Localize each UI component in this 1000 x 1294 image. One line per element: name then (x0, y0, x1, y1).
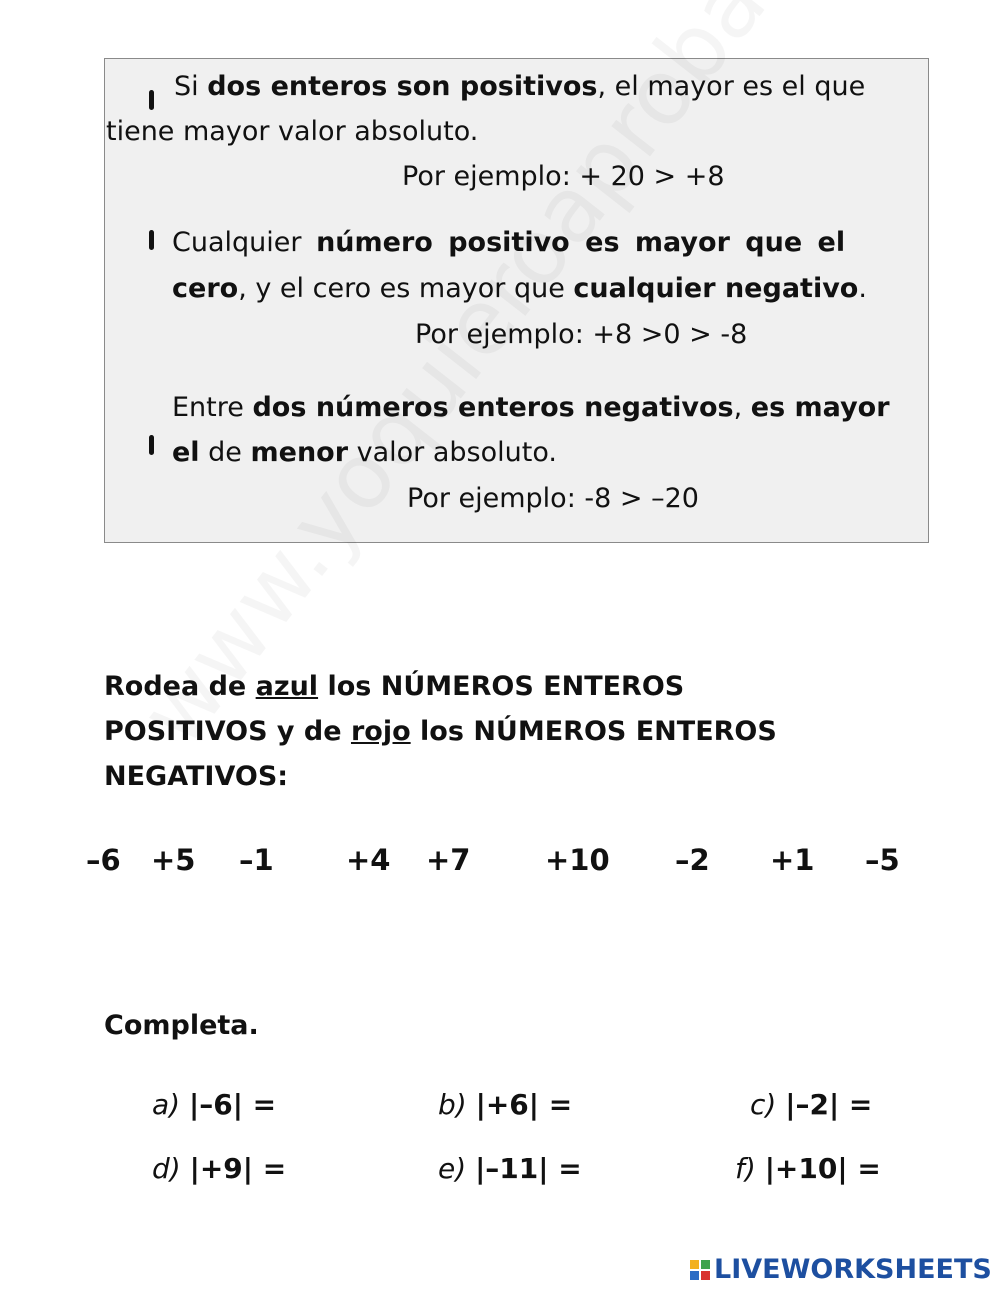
absolute-value-item: b) |+6| = (438, 1088, 573, 1121)
integer-option[interactable]: +10 (545, 843, 610, 877)
exercise-1-line-2: POSITIVOS y de rojo los NÚMEROS ENTEROS (104, 716, 777, 747)
integer-option[interactable]: –1 (239, 843, 274, 877)
absolute-value-item: f) |+10| = (735, 1152, 881, 1185)
exercise-1-line-1: Rodea de azul los NÚMEROS ENTEROS (104, 671, 685, 702)
rule-1-line-1: Si dos enteros son positivos, el mayor es el que (174, 71, 866, 102)
absolute-value-item: a) |–6| = (152, 1088, 277, 1121)
absolute-value-item: e) |–11| = (438, 1152, 582, 1185)
rule-3-line-1: Entre dos números enteros negativos, es mayor (172, 392, 890, 423)
exercise-2-title: Completa. (104, 1010, 259, 1041)
rule-2-line-1: Cualquier número positivo es mayor que el (172, 227, 846, 258)
integer-option[interactable]: +5 (151, 843, 196, 877)
rule-2-line-2: cero, y el cero es mayor que cualquier negativo. (172, 273, 867, 304)
integer-option[interactable]: –5 (865, 843, 900, 877)
liveworksheets-logo[interactable] (690, 1254, 992, 1285)
integer-option[interactable]: +4 (346, 843, 391, 877)
absolute-value-item: c) |–2| = (750, 1088, 873, 1121)
bullet-icon (149, 230, 154, 250)
rule-1-example: Por ejemplo: + 20 > +8 (402, 161, 725, 192)
rule-3-line-2: el de menor valor absoluto. (172, 437, 557, 468)
logo-text: LIVEWORKSHEETS (714, 1254, 992, 1285)
rule-3-example: Por ejemplo: -8 > –20 (407, 483, 699, 514)
rule-2-example: Por ejemplo: +8 >0 > -8 (415, 319, 748, 350)
integer-option[interactable]: –2 (675, 843, 710, 877)
exercise-1-line-3: NEGATIVOS: (104, 761, 289, 792)
integer-option[interactable]: +1 (770, 843, 815, 877)
rule-1-line-2: tiene mayor valor absoluto. (106, 116, 479, 147)
absolute-value-item: d) |+9| = (152, 1152, 287, 1185)
integer-option[interactable]: +7 (426, 843, 471, 877)
bullet-icon (149, 435, 154, 455)
bullet-icon (149, 90, 154, 110)
logo-mark-icon (690, 1260, 710, 1280)
integer-option[interactable]: –6 (86, 843, 121, 877)
